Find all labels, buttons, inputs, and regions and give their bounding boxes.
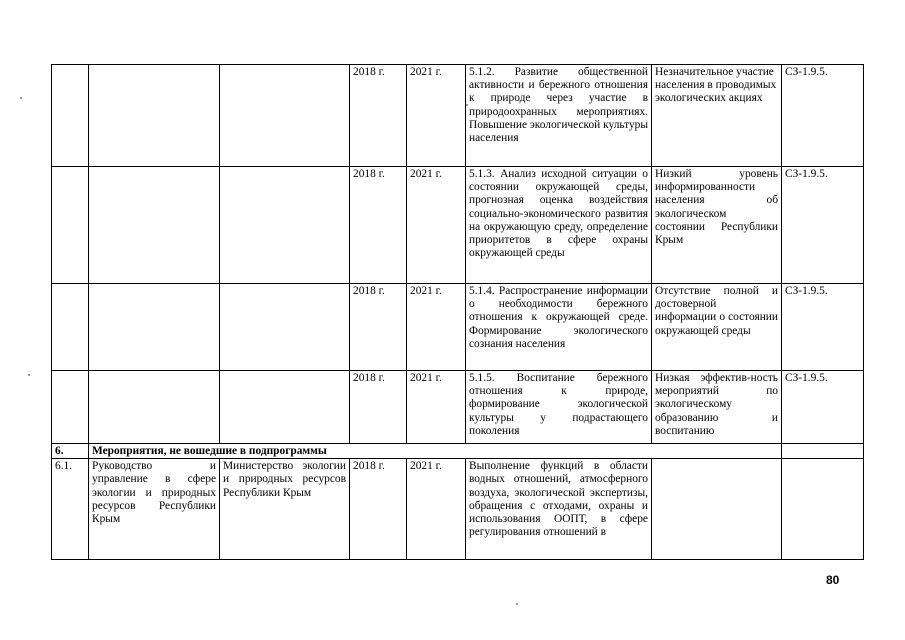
cell-event: Руководство и управление в сфере экологии и природных ресурсов Республики Крым	[89, 459, 220, 560]
page-number: 80	[826, 573, 840, 587]
scan-speck	[516, 603, 518, 605]
cell-start-year: 2018 г.	[350, 459, 407, 560]
cell-result: 5.1.5. Воспитание бережного отношения к природе, формирование экологической культуры у подрастающего поколения	[466, 371, 652, 444]
table-row	[52, 65, 864, 167]
cell-result: 5.1.4. Распространение информации о необходимости бережного отношения к окружающей среде. Формирование экологического сознания населения	[466, 284, 652, 371]
cell-consequence: Низкий уровень информированности населения об экологическом состоянии Республики Крым	[652, 167, 782, 284]
cell-start-year: 2018 г.	[350, 65, 407, 167]
cell-end-year: 2021 г.	[407, 167, 466, 284]
cell-start-year: 2018 г.	[350, 167, 407, 284]
cell-num	[52, 284, 89, 371]
cell-end-year: 2021 г.	[407, 284, 466, 371]
cell-link	[782, 444, 864, 459]
cell-end-year: 2021 г.	[407, 459, 466, 560]
table-row	[52, 167, 864, 284]
cell-result: 5.1.3. Анализ исходной ситуации о состоянии окружающей среды, прогнозная оценка воздействия социально-экономического развития на окружающую среду, определение приоритетов в сфере охраны окружающей среды	[466, 167, 652, 284]
table-row	[52, 371, 864, 444]
cell-num	[52, 65, 89, 167]
cell-num	[52, 371, 89, 444]
cell-link: СЗ-1.9.5.	[782, 371, 864, 444]
cell-link: СЗ-1.9.5.	[782, 284, 864, 371]
scan-speck	[20, 97, 22, 99]
cell-num	[52, 167, 89, 284]
cell-executor: Министерство экологии и природных ресурсов Республики Крым	[220, 459, 350, 560]
scan-speck	[28, 374, 30, 376]
table-row	[52, 284, 864, 371]
cell-consequence	[652, 459, 782, 560]
cell-executor	[220, 371, 350, 444]
cell-link: СЗ-1.9.5.	[782, 65, 864, 167]
cell-event	[89, 65, 220, 167]
section-title: Мероприятия, не вошедшие в подпрограммы	[89, 444, 782, 459]
cell-start-year: 2018 г.	[350, 371, 407, 444]
cell-result: Выполнение функций в области водных отношений, атмосферного воздуха, экологической экспертизы, обращения с отходами, охраны и использования ООПТ, в сфере регулирования отношений в	[466, 459, 652, 560]
cell-link	[782, 459, 864, 560]
cell-result: 5.1.2. Развитие общественной активности и бережного отношения к природе через участие в природоохранных мероприятиях. Повышение экологической культуры населения	[466, 65, 652, 167]
cell-consequence: Отсутствие полной и достоверной информации о состоянии окружающей среды	[652, 284, 782, 371]
cell-end-year: 2021 г.	[407, 65, 466, 167]
section-row	[52, 444, 864, 459]
cell-event	[89, 371, 220, 444]
cell-executor	[220, 65, 350, 167]
cell-consequence: Незначительное участие населения в проводимых экологических акциях	[652, 65, 782, 167]
program-table	[51, 64, 864, 560]
cell-event	[89, 284, 220, 371]
cell-executor	[220, 167, 350, 284]
cell-end-year: 2021 г.	[407, 371, 466, 444]
cell-consequence: Низкая эффектив-ность мероприятий по экологическому образованию и воспитанию	[652, 371, 782, 444]
cell-start-year: 2018 г.	[350, 284, 407, 371]
cell-num: 6.1.	[52, 459, 89, 560]
table-row	[52, 459, 864, 560]
cell-link: СЗ-1.9.5.	[782, 167, 864, 284]
cell-event	[89, 167, 220, 284]
cell-executor	[220, 284, 350, 371]
section-number: 6.	[52, 444, 89, 459]
scan-speck	[466, 104, 468, 106]
